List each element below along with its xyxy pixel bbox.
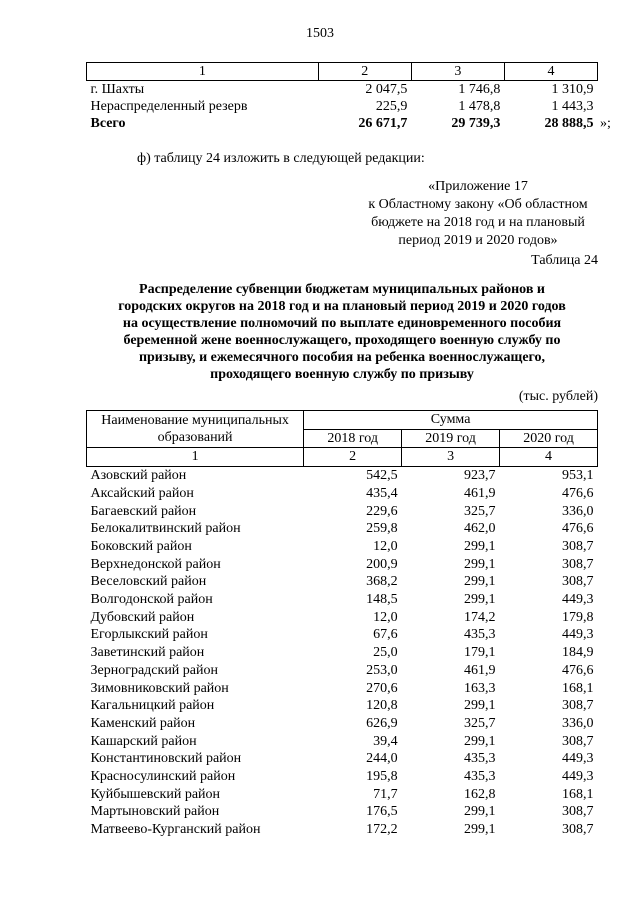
value-2020: 184,9 xyxy=(562,645,594,661)
value-2020: 1 443,3 xyxy=(551,99,594,114)
column-number: 4 xyxy=(504,63,597,81)
value-2019: 1 478,8 xyxy=(458,99,501,114)
table-number: Таблица 24 xyxy=(531,253,598,268)
value-2020: 308,7 xyxy=(562,822,594,838)
table-row xyxy=(87,662,598,680)
total-row xyxy=(87,115,598,132)
value-2020: 476,6 xyxy=(562,662,594,678)
value-2018: 12,0 xyxy=(373,609,398,625)
value-2020: 336,0 xyxy=(562,715,594,731)
value-2018: 176,5 xyxy=(366,804,398,820)
table-row xyxy=(87,750,598,768)
table-row xyxy=(87,768,598,786)
district-name: Кашарский район xyxy=(90,733,197,749)
value-2020: 308,7 xyxy=(562,538,594,554)
district-name: Красносулинский район xyxy=(90,769,236,785)
table-body xyxy=(87,467,598,839)
value-2019: 299,1 xyxy=(464,822,496,838)
value-2018: 172,2 xyxy=(366,822,398,838)
value-2018: 200,9 xyxy=(366,556,398,572)
total-2020: 28 888,5 xyxy=(544,116,594,131)
title-line: беременной жене военнослужащего, проходящего военную службу по xyxy=(123,333,561,348)
total-label: Всего xyxy=(90,116,126,131)
total-2018: 26 671,7 xyxy=(358,116,408,131)
table-row xyxy=(87,573,598,591)
table-row xyxy=(87,556,598,574)
title-line: Распределение субвенции бюджетам муниципальных районов и xyxy=(139,282,545,297)
value-2018: 67,6 xyxy=(373,627,398,643)
value-2019: 179,1 xyxy=(464,645,496,661)
value-2018: 542,5 xyxy=(366,468,398,484)
title-line: проходящего военную службу по призыву xyxy=(210,367,474,382)
value-2020: 336,0 xyxy=(562,503,594,519)
value-2020: 476,6 xyxy=(562,521,594,537)
value-2018: 244,0 xyxy=(366,751,398,767)
district-name: Азовский район xyxy=(90,468,187,484)
header-year-2018: 2018 год xyxy=(304,429,402,448)
district-name: Заветинский район xyxy=(90,645,205,661)
value-2018: 195,8 xyxy=(366,769,398,785)
table-row xyxy=(87,98,598,115)
value-2020: 168,1 xyxy=(562,786,594,802)
appendix-line: к Областному закону «Об областном xyxy=(368,197,588,212)
subvention-table xyxy=(86,410,598,839)
table-row xyxy=(87,715,598,733)
table-row xyxy=(87,485,598,503)
table-row xyxy=(87,697,598,715)
page-number: 1503 xyxy=(306,26,334,41)
value-2019: 299,1 xyxy=(464,733,496,749)
table-row xyxy=(87,733,598,751)
column-number: 4 xyxy=(500,448,598,467)
header-year-2019: 2019 год xyxy=(402,429,500,448)
table-row xyxy=(87,680,598,698)
district-name: Зерноградский район xyxy=(90,662,218,678)
table-row xyxy=(87,644,598,662)
value-2020: 449,3 xyxy=(562,751,594,767)
value-2020: 168,1 xyxy=(562,680,594,696)
district-name: Багаевский район xyxy=(90,503,197,519)
header-name-line: образований xyxy=(157,430,233,446)
value-2020: 449,3 xyxy=(562,769,594,785)
table-row xyxy=(87,626,598,644)
value-2019: 462,0 xyxy=(464,521,496,537)
value-2019: 923,7 xyxy=(464,468,496,484)
value-2019: 299,1 xyxy=(464,538,496,554)
value-2018: 148,5 xyxy=(366,592,398,608)
district-name: Дубовский район xyxy=(90,609,195,625)
district-name: Куйбышевский район xyxy=(90,786,221,802)
header-name-line: Наименование муниципальных xyxy=(101,412,289,428)
district-name: Веселовский район xyxy=(90,574,207,590)
value-2020: 179,8 xyxy=(562,609,594,625)
appendix-line: «Приложение 17 xyxy=(428,179,528,194)
continued-budget-table xyxy=(86,62,598,132)
district-name: Верхнедонской район xyxy=(90,556,221,572)
district-name: Матвеево-Курганский район xyxy=(90,822,261,838)
title-line: призыву, и ежемесячного пособия на ребенка военнослужащего, xyxy=(138,350,546,365)
value-2019: 299,1 xyxy=(464,592,496,608)
value-2019: 162,8 xyxy=(464,786,496,802)
column-number: 1 xyxy=(87,63,319,81)
table-column-numbers xyxy=(87,448,598,467)
table-header-row xyxy=(87,63,598,81)
value-2019: 435,3 xyxy=(464,769,496,785)
value-2020: 449,3 xyxy=(562,627,594,643)
value-2019: 435,3 xyxy=(464,627,496,643)
value-2020: 308,7 xyxy=(562,556,594,572)
value-2019: 461,9 xyxy=(464,485,496,501)
title-line: на осуществление полномочий по выплате единовременного пособия xyxy=(122,316,562,331)
value-2018: 12,0 xyxy=(373,538,398,554)
value-2019: 461,9 xyxy=(464,662,496,678)
table-row xyxy=(87,609,598,627)
table-row xyxy=(87,81,598,99)
district-name: Кагальницкий район xyxy=(90,698,215,714)
row-name: г. Шахты xyxy=(90,82,145,97)
units-label: (тыс. рублей) xyxy=(518,389,598,404)
district-name: Зимовниковский район xyxy=(90,680,229,696)
value-2018: 225,9 xyxy=(375,99,408,114)
table-title xyxy=(86,281,598,383)
value-2019: 299,1 xyxy=(464,804,496,820)
value-2018: 25,0 xyxy=(373,645,398,661)
value-2019: 299,1 xyxy=(464,556,496,572)
value-2020: 953,1 xyxy=(562,468,594,484)
table-row xyxy=(87,821,598,839)
value-2019: 435,3 xyxy=(464,751,496,767)
value-2018: 120,8 xyxy=(366,698,398,714)
column-number: 2 xyxy=(318,63,411,81)
total-2019: 29 739,3 xyxy=(451,116,501,131)
value-2018: 368,2 xyxy=(366,574,398,590)
table-row xyxy=(87,538,598,556)
value-2019: 174,2 xyxy=(464,609,496,625)
row-name: Нераспределенный резерв xyxy=(90,99,248,114)
value-2020: 476,6 xyxy=(562,485,594,501)
value-2019: 299,1 xyxy=(464,698,496,714)
value-2020: 308,7 xyxy=(562,733,594,749)
value-2019: 299,1 xyxy=(464,574,496,590)
table-row xyxy=(87,786,598,804)
value-2019: 325,7 xyxy=(464,715,496,731)
district-name: Каменский район xyxy=(90,715,196,731)
title-line: городских округов на 2018 год и на плановый период 2019 и 2020 годов xyxy=(118,299,566,314)
header-year-2020: 2020 год xyxy=(500,429,598,448)
value-2019: 163,3 xyxy=(464,680,496,696)
column-number: 3 xyxy=(402,448,500,467)
value-2019: 1 746,8 xyxy=(458,82,501,97)
value-2020: 1 310,9 xyxy=(551,82,594,97)
value-2018: 71,7 xyxy=(373,786,398,802)
table-row xyxy=(87,591,598,609)
district-name: Белокалитвинский район xyxy=(90,521,241,537)
header-name-cell xyxy=(87,411,304,448)
value-2020: 308,7 xyxy=(562,804,594,820)
value-2018: 259,8 xyxy=(366,521,398,537)
column-number: 3 xyxy=(411,63,504,81)
appendix-header xyxy=(358,178,598,250)
value-2018: 229,6 xyxy=(366,503,398,519)
column-number: 2 xyxy=(304,448,402,467)
district-name: Егорлыкский район xyxy=(90,627,208,643)
appendix-line: бюджете на 2018 год и на плановый xyxy=(371,215,585,230)
district-name: Мартыновский район xyxy=(90,804,220,820)
table-row xyxy=(87,520,598,538)
table-row xyxy=(87,467,598,485)
appendix-line: период 2019 и 2020 годов» xyxy=(398,233,558,248)
column-number: 1 xyxy=(87,448,304,467)
value-2018: 39,4 xyxy=(373,733,398,749)
instruction-paragraph: ф) таблицу 24 изложить в следующей редакции: xyxy=(137,151,425,166)
district-name: Аксайский район xyxy=(90,485,194,501)
value-2018: 626,9 xyxy=(366,715,398,731)
value-2020: 308,7 xyxy=(562,574,594,590)
district-name: Боковский район xyxy=(90,538,192,554)
closing-quote: »; xyxy=(600,116,611,131)
district-name: Волгодонской район xyxy=(90,592,213,608)
value-2018: 253,0 xyxy=(366,662,398,678)
value-2018: 2 047,5 xyxy=(365,82,408,97)
value-2019: 325,7 xyxy=(464,503,496,519)
table-header-row xyxy=(87,411,598,430)
district-name: Константиновский район xyxy=(90,751,242,767)
table-row xyxy=(87,803,598,821)
header-sum: Сумма xyxy=(304,411,598,430)
table-row xyxy=(87,503,598,521)
value-2020: 449,3 xyxy=(562,592,594,608)
value-2018: 270,6 xyxy=(366,680,398,696)
value-2018: 435,4 xyxy=(366,485,398,501)
value-2020: 308,7 xyxy=(562,698,594,714)
